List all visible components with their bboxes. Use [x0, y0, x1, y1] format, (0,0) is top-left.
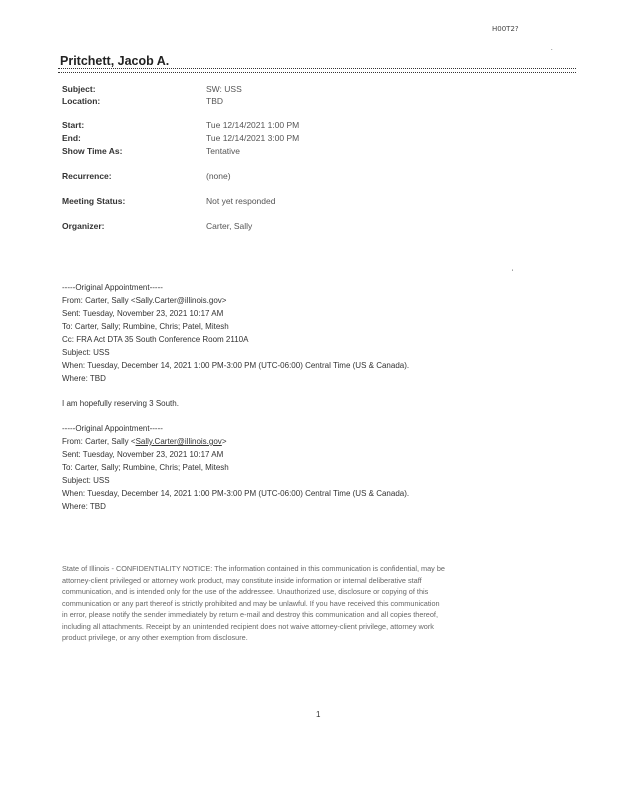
appt2-where: Where: TBD — [62, 502, 106, 511]
end-label: End: — [62, 133, 81, 143]
end-value: Tue 12/14/2021 3:00 PM — [206, 133, 300, 143]
appt2-sent: Sent: Tuesday, November 23, 2021 10:17 AM — [62, 450, 224, 459]
disclaimer-line: communication or any part thereof is strictly prohibited and may be unlawful. If you have received this communication — [62, 598, 440, 608]
appt2-from — [62, 437, 226, 446]
appt2-subject: Subject: USS — [62, 476, 110, 485]
stray-mark: ' — [512, 270, 514, 276]
appt2-when: When: Tuesday, December 14, 2021 1:00 PM-3:00 PM (UTC-06:00) Central Time (US & Canada). — [62, 489, 410, 498]
appt1-sent: Sent: Tuesday, November 23, 2021 10:17 AM — [62, 309, 224, 318]
appt1-when: When: Tuesday, December 14, 2021 1:00 PM-3:00 PM (UTC-06:00) Central Time (US & Canada). — [62, 361, 410, 370]
message-text: I am hopefully reserving 3 South. — [62, 399, 179, 408]
appt2-heading: -----Original Appointment----- — [62, 424, 163, 433]
appt2-from-suffix: > — [221, 437, 227, 446]
header-divider — [58, 68, 576, 73]
subject-label: Subject: — [62, 84, 96, 94]
confidentiality-notice — [62, 563, 570, 644]
meeting-status-label: Meeting Status: — [62, 196, 126, 206]
subject-value: SW: USS — [206, 84, 242, 94]
location-label: Location: — [62, 96, 101, 106]
email-link[interactable]: Sally.Carter@illinois.gov — [135, 437, 222, 446]
disclaimer-line: including all attachments. Receipt by an unintended recipient does not waive attorney-client privilege, attorney work — [62, 621, 434, 631]
appt1-to: To: Carter, Sally; Rumbine, Chris; Patel, Mitesh — [62, 322, 229, 331]
stray-mark: . — [551, 46, 553, 52]
organizer-value: Carter, Sally — [206, 221, 253, 231]
organizer-label: Organizer: — [62, 221, 105, 231]
appt2-to: To: Carter, Sally; Rumbine, Chris; Patel, Mitesh — [62, 463, 229, 472]
appt1-from: From: Carter, Sally <Sally.Carter@illinois.gov> — [62, 296, 227, 305]
appt1-subject: Subject: USS — [62, 348, 110, 357]
appt1-cc: Cc: FRA Act DTA 35 South Conference Room 2110A — [62, 335, 249, 344]
page-title: Pritchett, Jacob A. — [60, 54, 170, 68]
start-value: Tue 12/14/2021 1:00 PM — [206, 120, 300, 130]
disclaimer-line: product privilege, or any other exemption from disclosure. — [62, 633, 248, 642]
appt1-where: Where: TBD — [62, 374, 106, 383]
disclaimer-line: State of Illinois - CONFIDENTIALITY NOTICE: The information contained in this communication is confidential, may be — [62, 564, 445, 573]
show-time-as-label: Show Time As: — [62, 146, 123, 156]
disclaimer-line: communication, and is intended only for the use of the addressee. Unauthorized use, disclosure or copying of this — [62, 587, 429, 596]
meeting-status-value: Not yet responded — [206, 196, 276, 206]
appt1-heading: -----Original Appointment----- — [62, 283, 163, 292]
recurrence-value: (none) — [206, 171, 231, 181]
show-time-as-value: Tentative — [206, 146, 241, 156]
page-number: 1 — [316, 710, 321, 719]
recurrence-label: Recurrence: — [62, 171, 112, 181]
bates-number: H00T2? — [492, 25, 519, 33]
appt2-from-prefix: From: Carter, Sally < — [62, 437, 136, 446]
disclaimer-line: in error, please notify the sender immediately by return e-mail and destroy this communication and all copies thereof, — [62, 610, 438, 619]
disclaimer-line: attorney-client privileged or attorney work product, may constitute inside information or internal deliberative staff — [62, 575, 422, 585]
start-label: Start: — [62, 120, 85, 130]
location-value: TBD — [206, 96, 223, 106]
